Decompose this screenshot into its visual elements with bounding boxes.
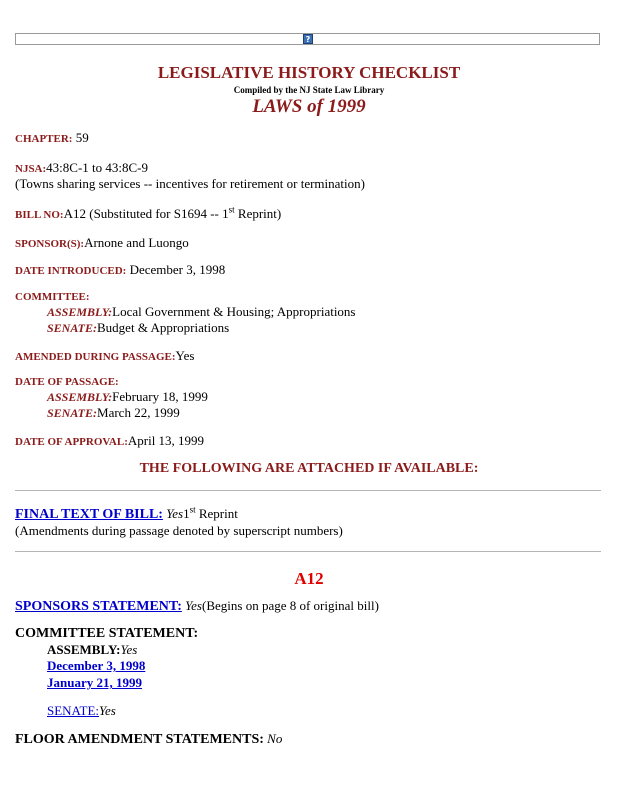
njsa-note: (Towns sharing services -- incentives for retirement or termination) — [15, 176, 365, 191]
sponsors-label: SPONSOR(S): — [15, 238, 85, 250]
floor-amendment-value: No — [267, 731, 283, 746]
committee-statement-assembly-yes: Yes — [120, 642, 138, 657]
amended-value: Yes — [175, 348, 195, 363]
committee-assembly-label: ASSEMBLY: — [47, 305, 113, 319]
bill-heading: A12 — [294, 569, 324, 588]
committee-senate-value: Budget & Appropriations — [97, 320, 230, 335]
date-of-passage-label: DATE OF PASSAGE: — [15, 376, 119, 388]
bill-label: BILL NO: — [15, 209, 64, 221]
sponsors-row — [15, 235, 189, 251]
passage-assembly-row — [47, 389, 208, 405]
date-of-approval-label: DATE OF APPROVAL: — [15, 436, 128, 448]
committee-statement-assembly-label: ASSEMBLY: — [47, 642, 121, 657]
amended-row — [15, 348, 194, 364]
final-text-reprint-num: 1 — [183, 506, 190, 521]
committee-label: COMMITTEE: — [15, 291, 90, 303]
attached-heading: THE FOLLOWING ARE ATTACHED IF AVAILABLE: — [139, 461, 479, 476]
committee-senate-row — [47, 320, 229, 336]
date-introduced-label: DATE INTRODUCED: — [15, 265, 127, 277]
help-icon[interactable]: ? — [303, 34, 313, 44]
njsa-label: NJSA: — [15, 163, 47, 175]
committee-assembly-row — [47, 304, 356, 320]
committee-statement-label: COMMITTEE STATEMENT: — [15, 626, 199, 641]
floor-amendment-row — [15, 731, 282, 748]
final-text-reprint-sup: st — [189, 504, 196, 515]
embedded-object-bar[interactable] — [15, 33, 600, 45]
passage-assembly-value: February 18, 1999 — [112, 389, 208, 404]
final-text-note: (Amendments during passage denoted by superscript numbers) — [15, 523, 343, 538]
page-title: LEGISLATIVE HISTORY CHECKLIST — [157, 63, 461, 82]
passage-senate-value: March 22, 1999 — [97, 405, 180, 420]
committee-statement-senate-yes: Yes — [99, 703, 116, 718]
committee-statement-date-1[interactable]: December 3, 1998 — [47, 658, 146, 673]
amended-label: AMENDED DURING PASSAGE: — [15, 351, 176, 363]
floor-amendment-label: FLOOR AMENDMENT STATEMENTS: — [15, 732, 264, 747]
committee-assembly-value: Local Government & Housing; Appropriations — [112, 304, 356, 319]
sponsors-statement-yes: Yes — [185, 598, 202, 613]
committee-statement-senate-link[interactable]: SENATE: — [47, 703, 99, 718]
bill-value — [64, 206, 282, 221]
compiled-by: Compiled by the NJ State Law Library — [233, 85, 385, 95]
final-text-link[interactable]: FINAL TEXT OF BILL: — [15, 507, 163, 522]
laws-year: LAWS of 1999 — [252, 96, 366, 117]
divider-bottom — [15, 551, 601, 552]
chapter-label: CHAPTER: — [15, 133, 73, 145]
njsa-value: 43:8C-1 to 43:8C-9 — [46, 160, 149, 175]
passage-assembly-label: ASSEMBLY: — [47, 390, 113, 404]
chapter-row — [15, 130, 89, 146]
date-of-approval-value: April 13, 1999 — [127, 433, 205, 448]
njsa-row — [15, 160, 148, 176]
final-text-row — [15, 506, 238, 523]
passage-senate-label: SENATE: — [47, 406, 98, 420]
final-text-reprint-word: Reprint — [195, 506, 238, 521]
final-text-yes: Yes — [166, 506, 184, 521]
sponsors-statement-link[interactable]: SPONSORS STATEMENT: — [15, 599, 182, 614]
committee-statement-senate-row — [47, 703, 116, 719]
bill-value-suffix: Reprint) — [234, 206, 282, 221]
passage-senate-row — [47, 405, 180, 421]
bill-value-text: A12 (Substituted for S1694 -- 1 — [63, 206, 229, 221]
committee-statement-assembly-row — [47, 642, 137, 658]
date-introduced-value: December 3, 1998 — [126, 262, 226, 277]
date-introduced-row — [15, 262, 225, 278]
sponsors-statement-note: (Begins on page 8 of original bill) — [202, 598, 379, 613]
final-text-reprint — [183, 506, 238, 521]
committee-statement-date-2[interactable]: January 21, 1999 — [47, 675, 142, 690]
committee-senate-label: SENATE: — [47, 321, 98, 335]
chapter-value: 59 — [72, 130, 89, 145]
sponsors-statement-row — [15, 598, 379, 615]
bill-row — [15, 206, 281, 222]
date-of-approval-row — [15, 433, 204, 449]
sponsors-value: Arnone and Luongo — [84, 235, 189, 250]
divider-top — [15, 490, 601, 491]
bill-value-sup: st — [228, 204, 235, 215]
